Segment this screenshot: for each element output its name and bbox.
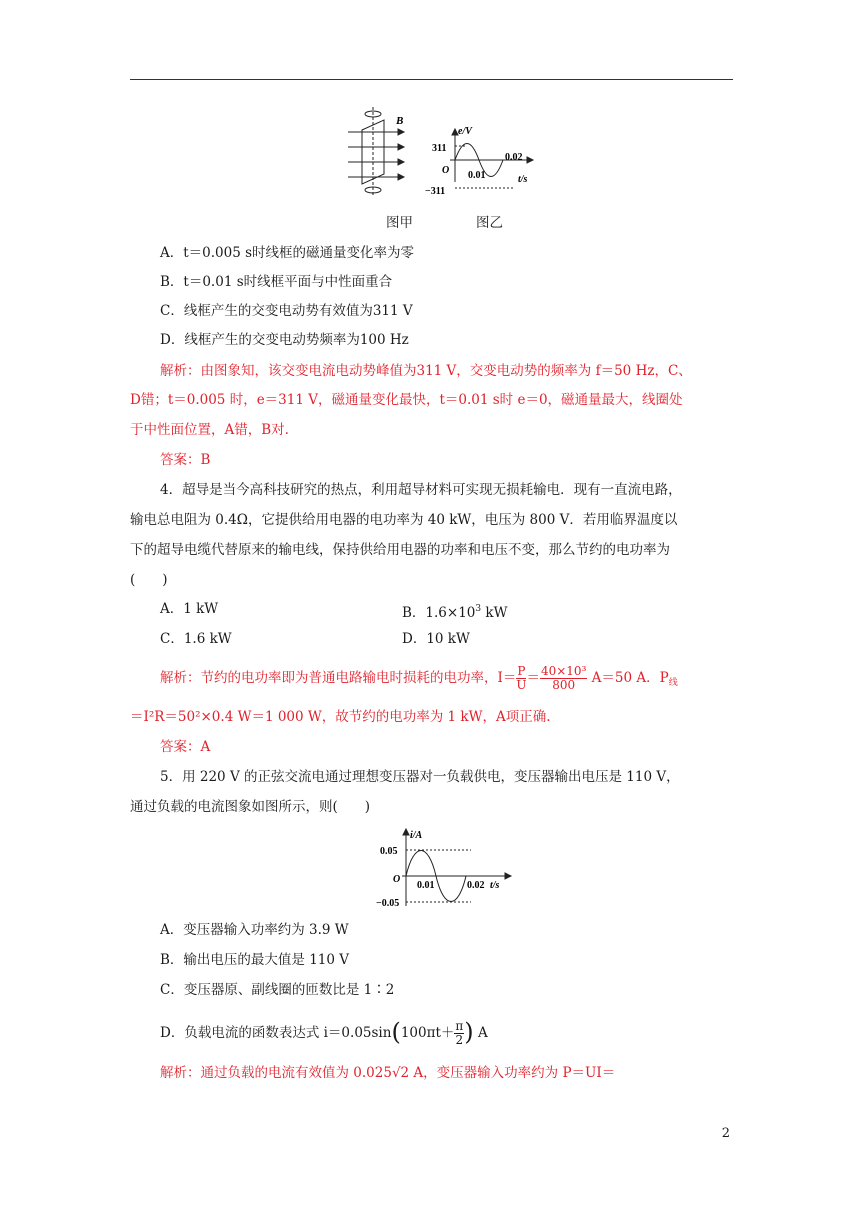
- q5-option-b: B．输出电压的最大值是 110 V: [160, 952, 350, 968]
- q4-stem-line-3: 下的超导电缆代替原来的输电线，保持供给用电器的功率和电压不变，那么节约的电功率为: [130, 542, 670, 558]
- b-field-label: B: [396, 115, 404, 127]
- q5-option-a: A．变压器输入功率约为 3.9 W: [160, 922, 349, 938]
- q5-analysis-label: 解析：: [160, 1065, 201, 1081]
- q5-option-c: C．变压器原、副线圈的匝数比是 1∶2: [160, 982, 395, 998]
- current-t2-label: 0.02: [467, 880, 485, 891]
- caption-yi: 图乙: [476, 215, 503, 231]
- q3-analysis-text-1: 由图象知，该交变电流电动势峰值为311 V，交变电动势的频率为 f＝50 Hz，C、: [200, 363, 692, 379]
- q3-option-c: C．线框产生的交变电动势有效值为311 V: [160, 303, 413, 319]
- current-neg-peak-label: −0.05: [376, 898, 400, 909]
- current-origin-label: O: [393, 874, 401, 885]
- q4-answer: 答案：A: [160, 739, 211, 755]
- q4-analysis-label: 解析：: [160, 670, 201, 686]
- figure-current-graph: [376, 826, 516, 910]
- q3-analysis-line-3: 于中性面位置，A错，B对.: [130, 422, 289, 438]
- q4-option-c: C．1.6 kW: [160, 631, 232, 647]
- figure-coil-emf: [340, 102, 540, 202]
- t-axis-label: t/s: [518, 174, 528, 185]
- q5-stem-line-1: 5．用 220 V 的正弦交流电通过理想变压器对一负载供电，变压器输出电压是 110 V，: [160, 769, 680, 785]
- q5-option-d: D．负载电流的函数表达式 i＝0.05sin(100πt＋ $\frac{\pi}{2}$ ) A: [160, 1018, 488, 1047]
- q4-analysis-line-2: ＝I²R＝50²×0.4 W＝1 000 W，故节约的电功率为 1 kW，A项正确.: [130, 709, 551, 725]
- q3-analysis-line-2: D错；t＝0.005 时，e＝311 V，磁通量变化最快，t＝0.01 s时 e＝0，磁通量最大，线圈处: [130, 392, 683, 408]
- emf-t2-label: 0.02: [505, 152, 523, 163]
- q5-stem-line-2: 通过负载的电流图象如图所示，则( ): [130, 799, 371, 815]
- q4-stem-line-4: ( ): [130, 572, 168, 588]
- fraction-power-over-voltage: $\frac{\text{40×10³}}{800}$: [540, 664, 587, 692]
- emf-origin-label: O: [442, 165, 450, 176]
- i-axis-label: i/A: [410, 830, 423, 841]
- q3-option-a: A．t＝0.005 s时线框的磁通量变化率为零: [160, 245, 415, 261]
- q4-stem-line-2: 输电总电阻为 0.4Ω，它提供给用电器的电功率为 40 kW，电压为 800 V．若用临界温度以: [130, 512, 678, 528]
- emf-neg-peak-label: −311: [425, 186, 446, 197]
- current-t1-label: 0.01: [417, 880, 435, 891]
- q4-option-b: B．$1.6\times 10^3$ kW: [402, 604, 508, 621]
- q3-analysis-label: 解析：: [160, 363, 201, 379]
- page-number: 2: [721, 1126, 730, 1141]
- e-axis-label: e/V: [458, 126, 472, 137]
- q3-option-b: B．t＝0.01 s时线框平面与中性面重合: [160, 274, 393, 290]
- fraction-p-over-u: $\frac{P}{U}$: [516, 664, 527, 692]
- q3-answer: 答案：B: [160, 452, 211, 468]
- current-peak-label: 0.05: [380, 846, 398, 857]
- q4-option-a: A．1 kW: [160, 601, 219, 617]
- q4-stem-line-1: 4．超导是当今高科技研究的热点，利用超导材料可实现无损耗输电．现有一直流电路，: [160, 482, 682, 498]
- q3-option-d: D．线框产生的交变电动势频率为100 Hz: [160, 332, 409, 348]
- caption-jia: 图甲: [386, 215, 413, 231]
- q5-analysis-line-1: 解析：通过负载的电流有效值为 0.025√2 A，变压器输入功率约为 P＝UI＝: [160, 1065, 616, 1081]
- current-t-axis-label: t/s: [490, 880, 500, 891]
- emf-t1-label: 0.01: [468, 170, 486, 181]
- emf-peak-label: 311: [432, 143, 447, 154]
- header-rule: [130, 79, 733, 80]
- q4-analysis-line-1: 解析：节约的电功率即为普通电路输电时损耗的电功率，I＝ $\frac{P}{U}$ ＝ $\frac{\text{40×10³}}{800}$ A＝50 A．$P_线$: [160, 664, 678, 692]
- q3-analysis-line-1: [160, 362, 692, 380]
- q4-option-d: D．10 kW: [402, 631, 470, 647]
